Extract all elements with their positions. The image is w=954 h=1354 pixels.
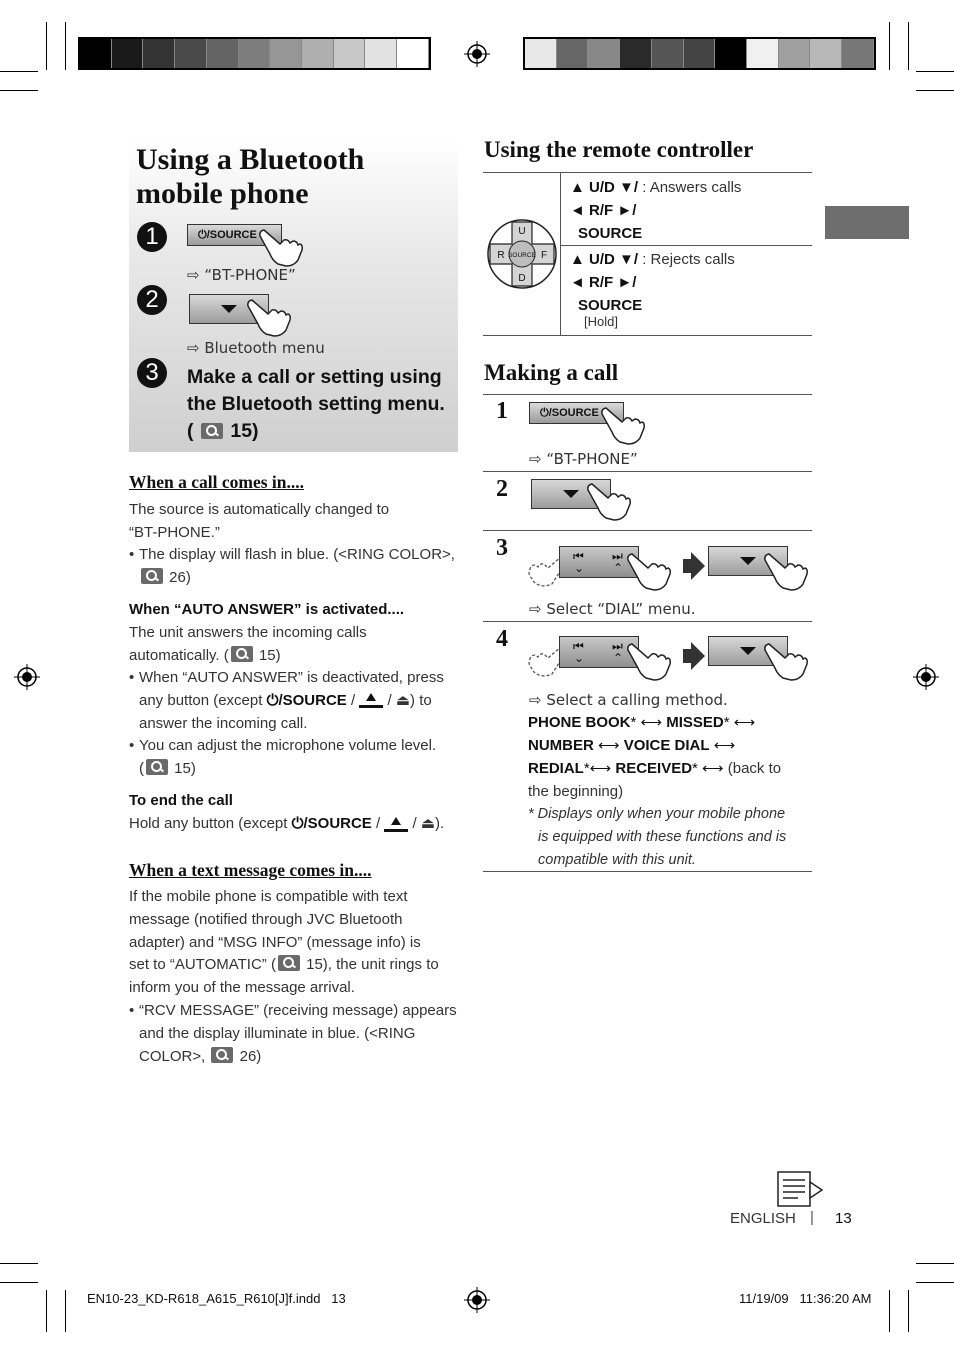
divider bbox=[483, 471, 812, 472]
reference-icon bbox=[278, 955, 300, 971]
color-swatch bbox=[397, 39, 429, 68]
call-step1-result: ⇨ “BT-PHONE” bbox=[529, 450, 638, 468]
remote-row-answer: ▲ U/D ▼/ : Answers calls ◄ R/F ►/ SOURCE bbox=[570, 179, 742, 242]
step-number-1: 1 bbox=[137, 222, 167, 252]
color-swatch bbox=[810, 39, 842, 68]
color-swatch bbox=[239, 39, 271, 68]
color-swatch bbox=[842, 39, 874, 68]
call-step-3: 3 bbox=[496, 535, 508, 561]
next-arrow-icon bbox=[691, 642, 705, 670]
divider bbox=[483, 621, 812, 622]
color-swatch bbox=[588, 39, 620, 68]
reference-icon bbox=[146, 759, 168, 775]
footer-separator: | bbox=[810, 1209, 814, 1226]
print-timestamp: 11/19/09 11:36:20 AM bbox=[739, 1291, 872, 1306]
eject-icon: ⏏ bbox=[395, 691, 411, 709]
reference-icon bbox=[211, 1047, 233, 1063]
registration-mark-icon bbox=[464, 41, 490, 67]
call-in-heading: When a call comes in.... bbox=[129, 472, 304, 492]
step2-result: ⇨ Bluetooth menu bbox=[187, 339, 325, 357]
svg-text:F: F bbox=[540, 250, 548, 261]
divider bbox=[483, 394, 812, 395]
eject-tilt-icon bbox=[359, 693, 383, 708]
color-swatch bbox=[112, 39, 144, 68]
skip-forward-icon: ⏭ bbox=[612, 549, 623, 563]
color-swatch bbox=[557, 39, 589, 68]
text-msg-heading: When a text message comes in.... bbox=[129, 860, 372, 880]
skip-forward-icon: ⏭ bbox=[612, 639, 623, 653]
chevron-down-icon: ⌄ bbox=[574, 561, 585, 575]
pressing-hand-icon bbox=[626, 640, 672, 682]
pressing-hand-icon bbox=[586, 480, 632, 522]
section-tab bbox=[825, 206, 909, 239]
remote-dpad-icon bbox=[486, 218, 558, 290]
color-swatch bbox=[143, 39, 175, 68]
call-step-1: 1 bbox=[496, 398, 508, 424]
color-swatch bbox=[80, 39, 112, 68]
end-call-heading: To end the call bbox=[129, 792, 233, 809]
color-swatch bbox=[270, 39, 302, 68]
step1-result: ⇨ “BT-PHONE” bbox=[187, 266, 296, 284]
svg-text:D: D bbox=[518, 273, 526, 284]
svg-text:R: R bbox=[497, 250, 505, 261]
making-call-heading: Making a call bbox=[484, 360, 619, 385]
color-swatch bbox=[715, 39, 747, 68]
pressing-hand-icon bbox=[626, 550, 672, 592]
step3-instruction: Make a call or setting using the Bluetooth setting menu. ( 15) bbox=[187, 366, 445, 442]
auto-answer-text: The unit answers the incoming calls automatically. ( 15) bbox=[129, 624, 367, 664]
remote-heading: Using the remote controller bbox=[484, 137, 754, 162]
pressing-hand-icon bbox=[600, 404, 646, 446]
eject-icon: ⏏ bbox=[420, 815, 436, 832]
color-swatch bbox=[302, 39, 334, 68]
eject-tilt-icon bbox=[384, 817, 408, 832]
auto-answer-heading: When “AUTO ANSWER” is activated.... bbox=[129, 601, 405, 618]
color-swatch bbox=[747, 39, 779, 68]
page-number: 13 bbox=[835, 1210, 852, 1227]
pressing-hand-icon bbox=[763, 550, 809, 592]
skip-back-icon: ⏮ bbox=[573, 639, 584, 653]
color-swatch bbox=[684, 39, 716, 68]
auto-answer-bullet-2: • You can adjust the microphone volume level. ( 15) bbox=[139, 735, 436, 781]
divider bbox=[560, 172, 561, 335]
chevron-up-icon: ⌃ bbox=[613, 651, 624, 665]
call-step4-result: ⇨ Select a calling method. bbox=[529, 691, 728, 709]
hold-label: [Hold] bbox=[584, 314, 618, 329]
color-bar-left bbox=[78, 37, 431, 70]
chevron-up-icon: ⌃ bbox=[613, 561, 624, 575]
color-swatch bbox=[620, 39, 652, 68]
call-in-text: The source is automatically changed to “BT-PHONE.” bbox=[129, 501, 390, 541]
svg-text:U: U bbox=[518, 226, 526, 237]
text-msg-bullet: • “RCV MESSAGE” (receiving message) appears and the display illuminate in blue. (<RING COLOR>, 26) bbox=[139, 1000, 457, 1068]
chevron-down-icon: ⌄ bbox=[574, 651, 585, 665]
reference-icon bbox=[141, 568, 163, 584]
color-bar-right bbox=[523, 37, 876, 70]
svg-text:SOURCE: SOURCE bbox=[508, 252, 536, 259]
divider bbox=[483, 172, 812, 173]
text-msg-text: If the mobile phone is compatible with text message (notified through JVC Bluetooth adapter) and “MSG INFO” (message info) is set to “AUTOMATIC” ( 15), the unit rings to inform you of the message arrival. bbox=[129, 888, 439, 997]
color-swatch bbox=[334, 39, 366, 68]
registration-mark-icon bbox=[14, 664, 40, 690]
divider bbox=[483, 530, 812, 531]
divider bbox=[483, 335, 812, 336]
step-number-3: 3 bbox=[137, 358, 167, 388]
color-swatch bbox=[779, 39, 811, 68]
color-swatch bbox=[652, 39, 684, 68]
pressing-hand-icon bbox=[258, 226, 304, 268]
step-number-2: 2 bbox=[137, 285, 167, 315]
footnote: * Displays only when your mobile phone is equipped with these functions and is compatible with this unit. bbox=[528, 806, 787, 868]
remote-row-reject: ▲ U/D ▼/ : Rejects calls ◄ R/F ►/ SOURCE bbox=[570, 251, 735, 314]
auto-answer-bullet-1: • When “AUTO ANSWER” is deactivated, press any button (except ⏻/SOURCE / / ⏏) to answer the incoming call. bbox=[139, 667, 459, 735]
registration-mark-icon bbox=[464, 1287, 490, 1313]
file-name: EN10-23_KD-R618_A615_R610[J]f.indd 13 bbox=[87, 1291, 346, 1306]
next-arrow-icon bbox=[691, 552, 705, 580]
call-in-bullet: • The display will flash in blue. (<RING COLOR>, 26) bbox=[139, 544, 455, 590]
calling-method-sequence: PHONE BOOK* ⟷ MISSED* ⟷ NUMBER ⟷ VOICE DIAL ⟷ REDIAL*⟷ RECEIVED* ⟷ (back to the beginning) bbox=[528, 714, 782, 800]
color-swatch bbox=[525, 39, 557, 68]
pressing-hand-icon bbox=[763, 640, 809, 682]
source-button[interactable]: ⏻/SOURCE bbox=[187, 224, 282, 246]
color-swatch bbox=[175, 39, 207, 68]
call-step3-result: ⇨ Select “DIAL” menu. bbox=[529, 600, 696, 618]
pressing-hand-icon bbox=[246, 296, 292, 338]
reference-icon bbox=[231, 646, 253, 662]
divider bbox=[560, 245, 812, 246]
page-title: Using a Bluetooth mobile phone bbox=[136, 143, 365, 210]
call-step-4: 4 bbox=[496, 626, 508, 652]
color-swatch bbox=[207, 39, 239, 68]
footer-language: ENGLISH bbox=[730, 1210, 796, 1227]
reference-icon bbox=[201, 423, 223, 439]
color-swatch bbox=[365, 39, 397, 68]
source-button[interactable]: ⏻/SOURCE bbox=[529, 402, 624, 424]
end-call-text: Hold any button (except ⏻/SOURCE / / ⏏). bbox=[129, 815, 445, 832]
skip-back-icon: ⏮ bbox=[573, 549, 584, 563]
document-icon bbox=[776, 1170, 826, 1208]
call-step-2: 2 bbox=[496, 476, 508, 502]
registration-mark-icon bbox=[913, 664, 939, 690]
